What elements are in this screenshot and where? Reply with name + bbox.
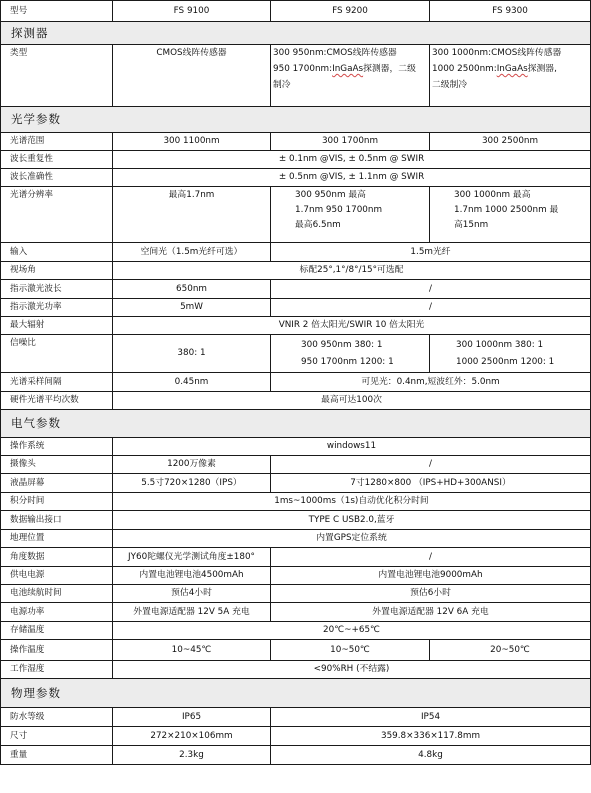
row-label: 重量	[1, 746, 113, 765]
spectral-resolution-row	[1, 187, 591, 243]
cell-value: /	[271, 456, 591, 474]
cell-value: 2.3kg	[113, 746, 271, 765]
model-label: 型号	[1, 1, 113, 22]
cell-value: VNIR 2 倍太阳光/SWIR 10 倍太阳光	[113, 317, 591, 335]
resolution-line: 高15nm	[454, 219, 489, 230]
cell-value: 1.5m光纤	[271, 243, 591, 262]
cell-value: 可见光：0.4nm,短波红外：5.0nm	[271, 373, 591, 392]
integration-time-row	[1, 493, 591, 511]
row-label: 积分时间	[1, 493, 113, 511]
cell-value: 20~50℃	[430, 640, 591, 661]
row-label: 摄像头	[1, 456, 113, 474]
row-label: 工作湿度	[1, 661, 113, 679]
resolution-line: 300 950nm 最高	[295, 190, 366, 200]
cell-value	[271, 335, 430, 373]
cell-value	[271, 187, 430, 243]
cell-value: 标配25°,1°/8°/15°可选配	[113, 262, 591, 280]
cell-value: 300 1100nm	[113, 133, 271, 151]
detector-type-row	[1, 45, 591, 107]
section-optical	[1, 107, 591, 133]
row-label: 供电电源	[1, 567, 113, 585]
model-fs9300: FS 9300	[430, 1, 591, 22]
humidity-row	[1, 661, 591, 679]
power-supply-row	[1, 567, 591, 585]
detector-line: 1000 2500nm:InGaAs探测器,	[432, 63, 557, 74]
ip-rating-row	[1, 708, 591, 727]
cell-value: JY60陀螺仪光学测试角度±180°	[113, 548, 271, 567]
cell-value: 650nm	[113, 280, 271, 299]
row-label: 波长重复性	[1, 151, 113, 169]
detector-fs9200	[271, 45, 430, 107]
section-title: 探测器	[1, 22, 591, 45]
row-label: 电池续航时间	[1, 585, 113, 603]
spellcheck-mark: InGaAs	[496, 63, 528, 74]
camera-row	[1, 456, 591, 474]
resolution-line: 1.7nm 1000 2500nm 最	[454, 204, 559, 215]
cell-value: <90%RH (不结露)	[113, 661, 591, 679]
sampling-interval-row	[1, 373, 591, 392]
lcd-row	[1, 474, 591, 493]
averaging-row	[1, 392, 591, 410]
row-label: 操作系统	[1, 438, 113, 456]
cell-value: 1200万像素	[113, 456, 271, 474]
cell-value: 4.8kg	[271, 746, 591, 765]
battery-life-row	[1, 585, 591, 603]
detector-line: 二级制冷	[432, 79, 468, 90]
row-label: 类型	[1, 45, 113, 107]
cell-value: 空间光（1.5m光纤可选）	[113, 243, 271, 262]
section-title: 光学参数	[1, 107, 591, 133]
detector-line: 300 1000nm:CMOS线阵传感器	[432, 48, 562, 58]
row-label: 防水等级	[1, 708, 113, 727]
cell-value: 7寸1280×800 （IPS+HD+300ANSI）	[271, 474, 591, 493]
cell-value: 300 1700nm	[271, 133, 430, 151]
spellcheck-mark: InGaAs	[332, 63, 364, 74]
spectral-range-row	[1, 133, 591, 151]
cell-value: /	[271, 548, 591, 567]
snr-line: 950 1700nm 1200: 1	[301, 356, 394, 367]
cell-value	[430, 335, 591, 373]
section-electrical	[1, 410, 591, 438]
resolution-line: 300 1000nm 最高	[454, 190, 531, 200]
cell-value: 外置电源适配器 12V 5A 充电	[113, 603, 271, 622]
cell-value: 1ms~1000ms（1s)自动优化积分时间	[113, 493, 591, 511]
snr-line: 1000 2500nm 1200: 1	[456, 356, 555, 367]
detector-line: 制冷	[273, 79, 291, 90]
row-label: 操作温度	[1, 640, 113, 661]
cell-value: 5.5寸720×1280（IPS）	[113, 474, 271, 493]
cell-value: IP65	[113, 708, 271, 727]
cell-value: windows11	[113, 438, 591, 456]
fov-row	[1, 262, 591, 280]
max-radiation-row	[1, 317, 591, 335]
storage-temp-row	[1, 622, 591, 640]
cell-value: /	[271, 280, 591, 299]
cell-value: 最高可达100次	[113, 392, 591, 410]
row-label: 指示激光功率	[1, 299, 113, 317]
cell-value: 内置GPS定位系统	[113, 530, 591, 548]
snr-line: 300 950nm 380: 1	[301, 339, 383, 350]
section-physical	[1, 679, 591, 708]
laser-wavelength-row	[1, 280, 591, 299]
row-label: 角度数据	[1, 548, 113, 567]
cell-value: 20℃~+65℃	[113, 622, 591, 640]
cell-value: 预估6小时	[271, 585, 591, 603]
cell-value: 预估4小时	[113, 585, 271, 603]
model-fs9200: FS 9200	[271, 1, 430, 22]
cell-value: ± 0.5nm @VIS, ± 1.1nm @ SWIR	[113, 169, 591, 187]
location-row	[1, 530, 591, 548]
row-label: 视场角	[1, 262, 113, 280]
size-row	[1, 727, 591, 746]
weight-row	[1, 746, 591, 765]
os-row	[1, 438, 591, 456]
angle-row	[1, 548, 591, 567]
model-fs9100: FS 9100	[113, 1, 271, 22]
row-label: 尺寸	[1, 727, 113, 746]
row-label: 存储温度	[1, 622, 113, 640]
input-row	[1, 243, 591, 262]
cell-value: 10~50℃	[271, 640, 430, 661]
detector-line: 300 950nm:CMOS线阵传感器	[273, 48, 397, 58]
resolution-line: 1.7nm 950 1700nm	[295, 204, 383, 215]
row-label: 光谱范围	[1, 133, 113, 151]
row-label: 最大辐射	[1, 317, 113, 335]
row-label: 输入	[1, 243, 113, 262]
cell-value: 最高1.7nm	[113, 187, 271, 243]
cell-value	[430, 187, 591, 243]
section-title: 电气参数	[1, 410, 591, 438]
section-title: 物理参数	[1, 679, 591, 708]
cell-value: 内置电池锂电池9000mAh	[271, 567, 591, 585]
row-label: 指示激光波长	[1, 280, 113, 299]
row-label: 信噪比	[1, 335, 113, 373]
section-detector	[1, 22, 591, 45]
row-label: 波长准确性	[1, 169, 113, 187]
row-label: 地理位置	[1, 530, 113, 548]
detector-fs9300	[430, 45, 591, 107]
detector-fs9100: CMOS线阵传感器	[113, 45, 271, 107]
row-label: 光谱分辨率	[1, 187, 113, 243]
snr-line: 300 1000nm 380: 1	[456, 339, 544, 350]
cell-value: 380: 1	[113, 335, 271, 373]
cell-value: 外置电源适配器 12V 6A 充电	[271, 603, 591, 622]
model-row	[1, 1, 591, 22]
cell-value: /	[271, 299, 591, 317]
row-label: 数据输出接口	[1, 511, 113, 530]
output-interface-row	[1, 511, 591, 530]
cell-value: TYPE C USB2.0,蓝牙	[113, 511, 591, 530]
cell-value: IP54	[271, 708, 591, 727]
wavelength-repeatability-row	[1, 151, 591, 169]
laser-power-row	[1, 299, 591, 317]
row-label: 光谱采样间隔	[1, 373, 113, 392]
row-label: 硬件光谱平均次数	[1, 392, 113, 410]
detector-line: 950 1700nm:InGaAs探测器，二级	[273, 63, 416, 74]
cell-value: 272×210×106mm	[113, 727, 271, 746]
snr-row	[1, 335, 591, 373]
power-row	[1, 603, 591, 622]
wavelength-accuracy-row	[1, 169, 591, 187]
cell-value: 内置电池锂电池4500mAh	[113, 567, 271, 585]
cell-value: 5mW	[113, 299, 271, 317]
cell-value: ± 0.1nm @VIS, ± 0.5nm @ SWIR	[113, 151, 591, 169]
op-temp-row	[1, 640, 591, 661]
cell-value: 300 2500nm	[430, 133, 591, 151]
cell-value: 0.45nm	[113, 373, 271, 392]
cell-value: 359.8×336×117.8mm	[271, 727, 591, 746]
cell-value: 10~45℃	[113, 640, 271, 661]
row-label: 液晶屏幕	[1, 474, 113, 493]
resolution-line: 最高6.5nm	[295, 219, 341, 230]
row-label: 电源功率	[1, 603, 113, 622]
